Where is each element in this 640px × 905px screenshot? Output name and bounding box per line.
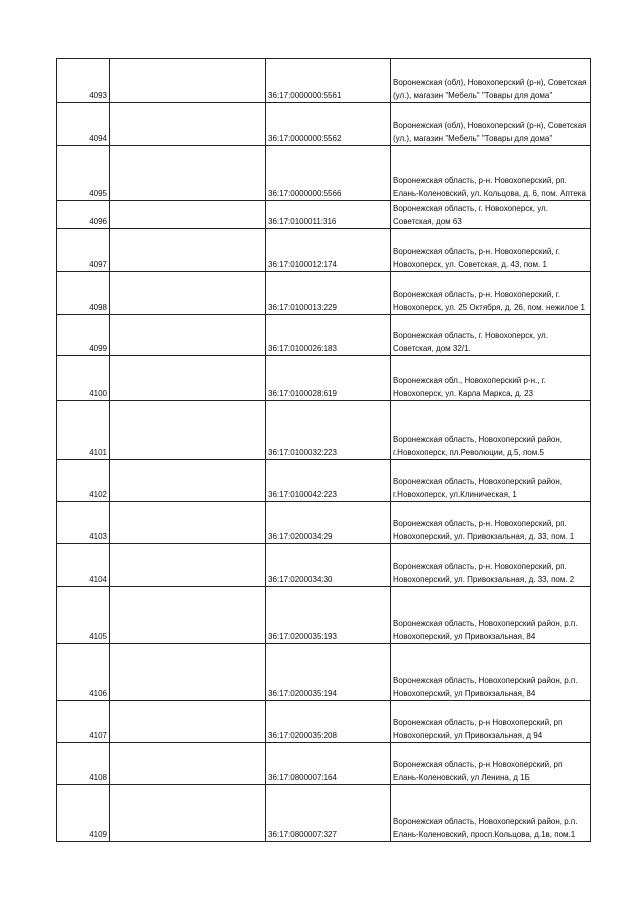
table-row	[57, 103, 591, 146]
row-number-cell: 4098	[57, 272, 110, 315]
cadastral-number-cell: 36:17:0100012:174	[266, 229, 391, 272]
cadastral-number-cell: 36:17:0100042:223	[266, 460, 391, 502]
row-number-cell: 4102	[57, 460, 110, 502]
table-row	[57, 544, 591, 587]
empty-cell	[110, 644, 266, 701]
empty-cell	[110, 201, 266, 229]
cadastral-number-cell: 36:17:0100011:316	[266, 201, 391, 229]
row-number-cell: 4107	[57, 701, 110, 743]
table-row	[57, 272, 591, 315]
address-cell: Воронежская область, Новохоперский район, р.п. Елань-Коленовский, просп.Кольцова, д.1в, пом.1	[391, 785, 591, 842]
empty-cell	[110, 103, 266, 146]
row-number-cell: 4094	[57, 103, 110, 146]
empty-cell	[110, 356, 266, 401]
row-number-cell: 4105	[57, 587, 110, 644]
table-row	[57, 587, 591, 644]
cadastral-number-cell: 36:17:0000000:5562	[266, 103, 391, 146]
address-cell: Воронежская область, р-н. Новохоперский, г. Новохоперск, ул. Советская, д. 43, пом. 1	[391, 229, 591, 272]
register-table-body	[57, 59, 591, 842]
row-number-cell: 4101	[57, 401, 110, 460]
address-cell: Воронежская область, Новохоперский район, г.Новохоперск, ул.Клиническая, 1	[391, 460, 591, 502]
table-row	[57, 502, 591, 544]
table-row	[57, 229, 591, 272]
row-number-cell: 4099	[57, 315, 110, 356]
empty-cell	[110, 587, 266, 644]
cadastral-number-cell: 36:17:0100032:223	[266, 401, 391, 460]
table-row	[57, 644, 591, 701]
row-number-cell: 4106	[57, 644, 110, 701]
empty-cell	[110, 272, 266, 315]
cadastral-number-cell: 36:17:0200035:208	[266, 701, 391, 743]
row-number-cell: 4103	[57, 502, 110, 544]
empty-cell	[110, 146, 266, 201]
register-table	[56, 58, 591, 842]
address-cell: Воронежская область, р-н Новохоперский, рп Новохоперский, ул Привокзальная, д 94	[391, 701, 591, 743]
row-number-cell: 4109	[57, 785, 110, 842]
table-row	[57, 460, 591, 502]
cadastral-number-cell: 36:17:0200034:30	[266, 544, 391, 587]
table-row	[57, 201, 591, 229]
row-number-cell: 4093	[57, 59, 110, 103]
table-row	[57, 356, 591, 401]
cadastral-number-cell: 36:17:0000000:5566	[266, 146, 391, 201]
address-cell: Воронежская область, р-н Новохоперский, рп Елань-Коленовский, ул Ленина, д 1Б	[391, 743, 591, 785]
row-number-cell: 4108	[57, 743, 110, 785]
row-number-cell: 4096	[57, 201, 110, 229]
cadastral-number-cell: 36:17:0200035:193	[266, 587, 391, 644]
table-row	[57, 743, 591, 785]
empty-cell	[110, 701, 266, 743]
cadastral-number-cell: 36:17:0000000:5561	[266, 59, 391, 103]
address-cell: Воронежская область, р-н. Новохоперский, г. Новохоперск, ул. 25 Октября, д. 26, пом. нежилое 1	[391, 272, 591, 315]
empty-cell	[110, 315, 266, 356]
address-cell: Воронежская область, р-н. Новохоперский, рп. Новохоперский, ул. Привокзальная, д. 33, пом. 1	[391, 502, 591, 544]
address-cell: Воронежская область, г. Новохоперск, ул. Советская, дом 32/1.	[391, 315, 591, 356]
address-cell: Воронежская область, Новохоперский район, р.п. Новохоперский, ул Привокзальная, 84	[391, 587, 591, 644]
cadastral-number-cell: 36:17:0800007:164	[266, 743, 391, 785]
cadastral-number-cell: 36:17:0100026:183	[266, 315, 391, 356]
address-cell: Воронежская область, Новохоперский район, р.п. Новохоперский, ул Привокзальная, 84	[391, 644, 591, 701]
row-number-cell: 4095	[57, 146, 110, 201]
empty-cell	[110, 785, 266, 842]
cadastral-number-cell: 36:17:0100013:229	[266, 272, 391, 315]
empty-cell	[110, 59, 266, 103]
table-row	[57, 146, 591, 201]
address-cell: Воронежская область, р-н. Новохоперский, рп. Елань-Коленовский, ул. Кольцова, д. 6, пом. Аптека	[391, 146, 591, 201]
empty-cell	[110, 743, 266, 785]
table-row	[57, 785, 591, 842]
table-row	[57, 401, 591, 460]
address-cell: Воронежская (обл), Новохоперский (р-н), Советская (ул.), магазин "Мебель" "Товары для дома"	[391, 103, 591, 146]
row-number-cell: 4104	[57, 544, 110, 587]
cadastral-number-cell: 36:17:0800007:327	[266, 785, 391, 842]
row-number-cell: 4100	[57, 356, 110, 401]
empty-cell	[110, 229, 266, 272]
empty-cell	[110, 460, 266, 502]
address-cell: Воронежская область, Новохоперский район, г.Новохоперск, пл.Революции, д.5, пом.5	[391, 401, 591, 460]
empty-cell	[110, 502, 266, 544]
cadastral-number-cell: 36:17:0100028:619	[266, 356, 391, 401]
address-cell: Воронежская область, г. Новохоперск, ул. Советская, дом 63	[391, 201, 591, 229]
row-number-cell: 4097	[57, 229, 110, 272]
table-row	[57, 59, 591, 103]
address-cell: Воронежская (обл), Новохоперский (р-н), Советская (ул.), магазин "Мебель" "Товары для дома"	[391, 59, 591, 103]
table-row	[57, 315, 591, 356]
empty-cell	[110, 544, 266, 587]
table-row	[57, 701, 591, 743]
cadastral-number-cell: 36:17:0200034:29	[266, 502, 391, 544]
cadastral-number-cell: 36:17:0200035:194	[266, 644, 391, 701]
address-cell: Воронежская обл., Новохоперский р-н., г. Новохоперск, ул. Карла Маркса, д. 23	[391, 356, 591, 401]
address-cell: Воронежская область, р-н. Новохоперский, рп. Новохоперский, ул. Привокзальная, д. 33, пом. 2	[391, 544, 591, 587]
empty-cell	[110, 401, 266, 460]
